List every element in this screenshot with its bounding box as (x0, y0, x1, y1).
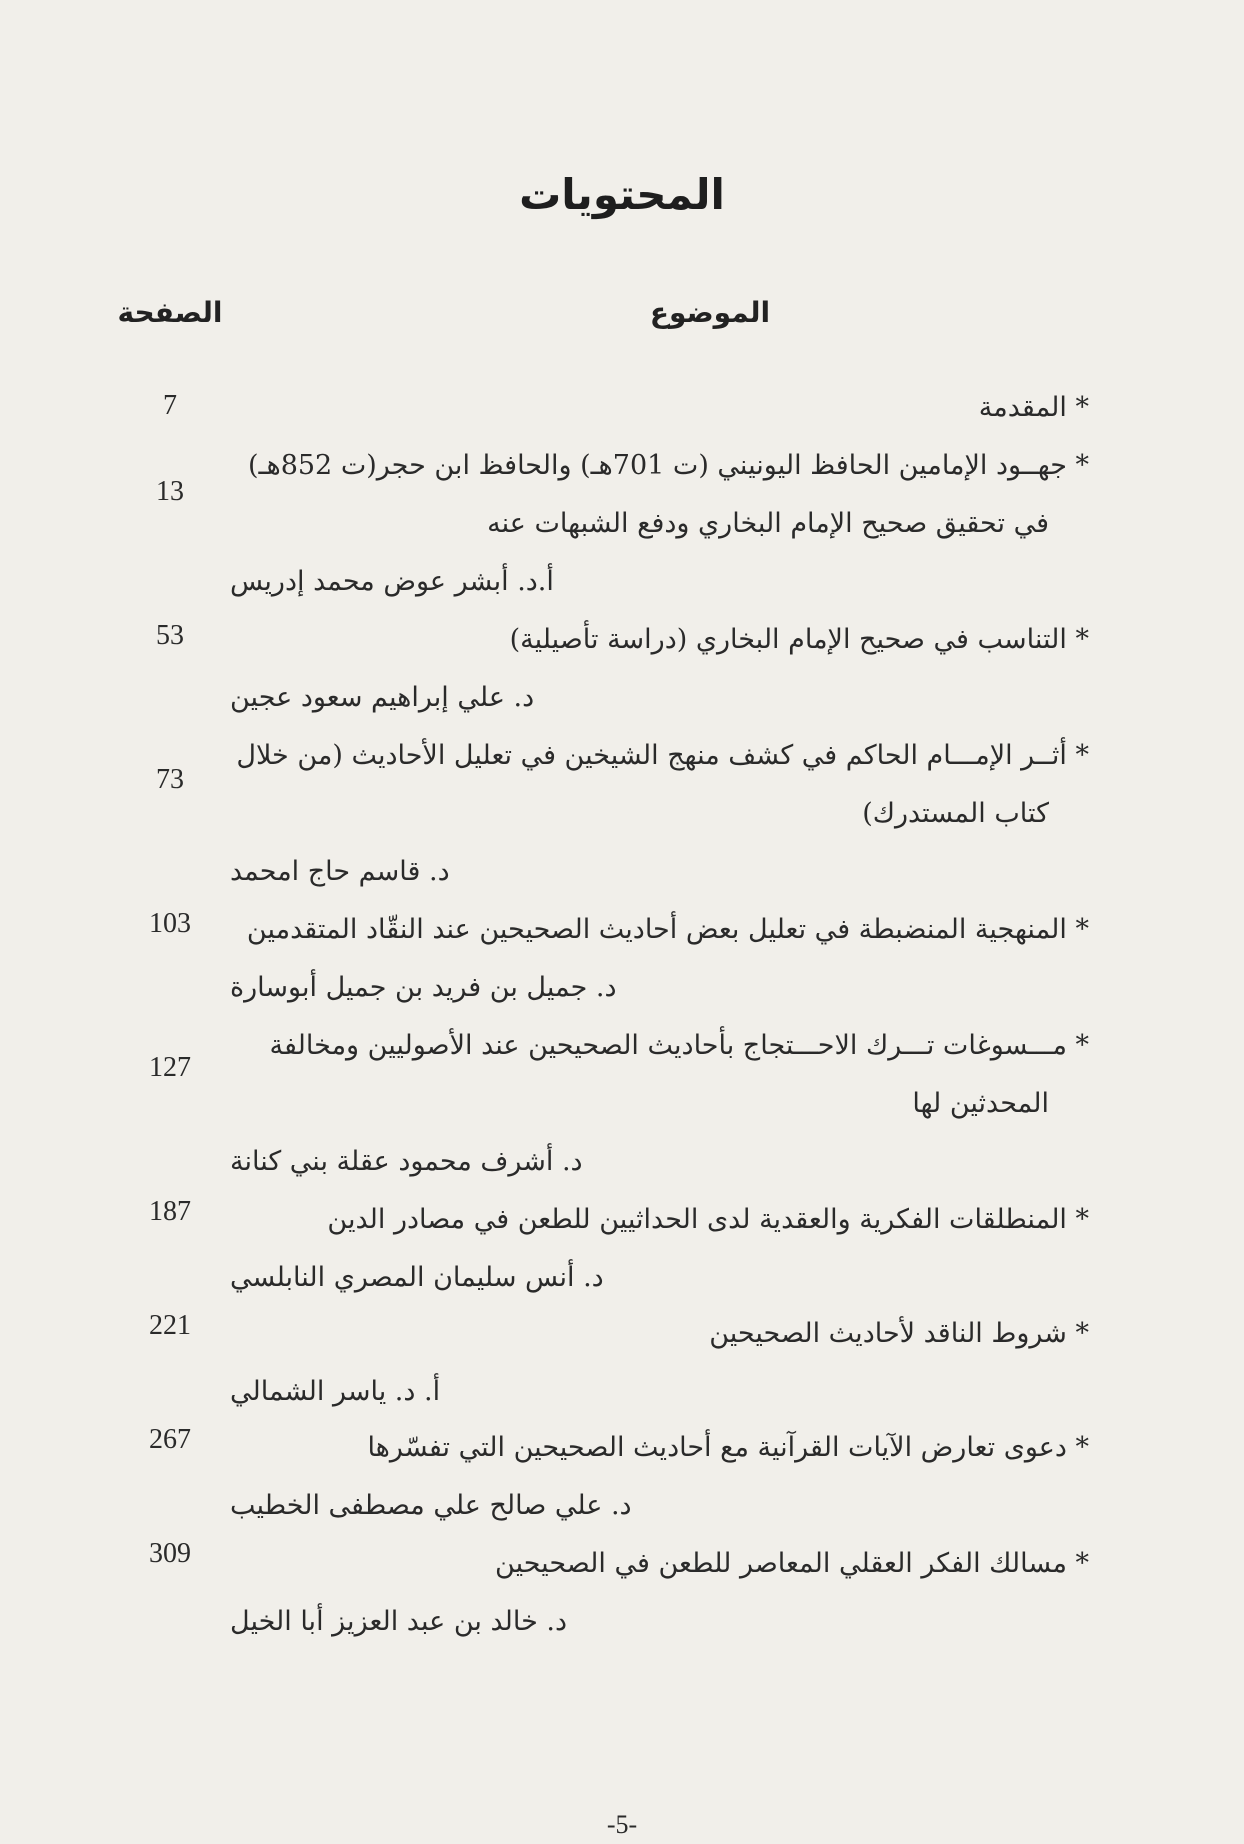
entry-title: * المنطلقات الفكرية والعقدية لدى الحداثيين للطعن في مصادر الدين (327, 1204, 1089, 1235)
entry-author: د. علي إبراهيم سعود عجين (230, 682, 535, 713)
entry-author: أ.د. أبشر عوض محمد إدريس (230, 566, 554, 597)
entry-author: د. قاسم حاج امحمد (230, 856, 450, 887)
entry-title: * التناسب في صحيح الإمام البخاري (دراسة تأصيلية) (509, 624, 1089, 655)
page-column-header: الصفحة (117, 296, 223, 329)
entry-author: د. أنس سليمان المصري النابلسي (230, 1262, 604, 1293)
entry-page-number: 73 (156, 764, 184, 795)
entry-page-number: 127 (149, 1052, 191, 1083)
entry-page-number: 13 (156, 476, 184, 507)
entry-page-number: 309 (149, 1538, 191, 1569)
entry-title-continued: كتاب المستدرك) (862, 798, 1049, 829)
entry-title: * جهــود الإمامين الحافظ اليونيني (ت 701هـ) والحافظ ابن حجر(ت 852هـ) (248, 450, 1089, 481)
entry-page-number: 187 (149, 1196, 191, 1227)
entry-author: أ. د. ياسر الشمالي (230, 1376, 441, 1407)
entry-page-number: 267 (149, 1424, 191, 1455)
entry-title-continued: في تحقيق صحيح الإمام البخاري ودفع الشبهات عنه (487, 508, 1049, 539)
topic-column-header: الموضوع (649, 296, 771, 329)
page-number-footer: -5- (606, 1810, 638, 1839)
entry-author: د. علي صالح علي مصطفى الخطيب (230, 1490, 632, 1521)
entry-author: د. أشرف محمود عقلة بني كنانة (230, 1146, 583, 1177)
entry-page-number: 53 (156, 620, 184, 651)
page-title: المحتويات (519, 170, 725, 219)
entry-title: * دعوى تعارض الآيات القرآنية مع أحاديث الصحيحين التي تفسّرها (367, 1432, 1089, 1463)
entry-title-continued: المحدثين لها (912, 1088, 1049, 1119)
entry-page-number: 221 (149, 1310, 191, 1341)
entry-title: * مسالك الفكر العقلي المعاصر للطعن في الصحيحين (495, 1548, 1089, 1579)
entry-page-number: 7 (163, 390, 177, 421)
entry-title: * المنهجية المنضبطة في تعليل بعض أحاديث الصحيحين عند النقّاد المتقدمين (246, 914, 1089, 945)
entry-title: * المقدمة (978, 392, 1089, 423)
entry-author: د. خالد بن عبد العزيز أبا الخيل (230, 1606, 567, 1637)
entry-page-number: 103 (149, 908, 191, 939)
entry-author: د. جميل بن فريد بن جميل أبوسارة (230, 972, 617, 1003)
entry-title: * أثــر الإمـــام الحاكم في كشف منهج الشيخين في تعليل الأحاديث (من خلال (236, 740, 1089, 771)
entry-title: * شروط الناقد لأحاديث الصحيحين (709, 1318, 1089, 1349)
entry-title: * مـــسوغات تـــرك الاحـــتجاج بأحاديث الصحيحين عند الأصوليين ومخالفة (269, 1030, 1089, 1061)
